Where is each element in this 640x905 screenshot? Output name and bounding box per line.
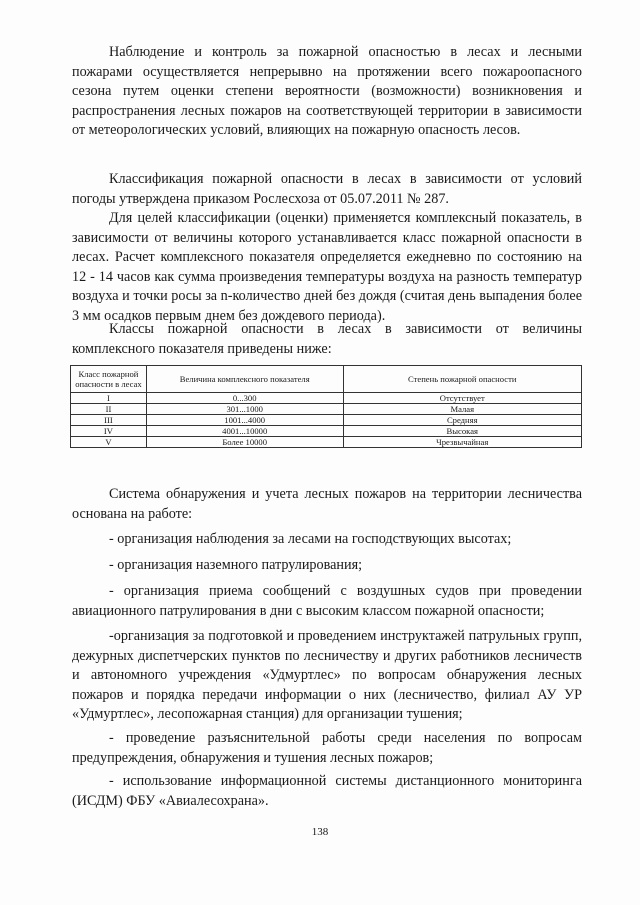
paragraph-table-intro: Классы пожарной опасности в лесах в зависимости от величины комплексного показателя приведены ниже:: [72, 321, 582, 357]
cell-class: II: [71, 404, 147, 415]
list-item: - организация наблюдения за лесами на господствующих высотах;: [109, 531, 512, 547]
cell-class: IV: [71, 426, 147, 437]
page-number: 138: [311, 826, 329, 838]
cell-value: 0...300: [146, 393, 343, 404]
list-item: - организация наземного патрулирования;: [109, 557, 363, 573]
cell-class: I: [71, 393, 147, 404]
cell-value: 1001...4000: [146, 415, 343, 426]
table-row: [71, 437, 582, 448]
cell-value: Более 10000: [146, 437, 343, 448]
table-row: [71, 404, 582, 415]
cell-value: 4001...10000: [146, 426, 343, 437]
paragraph-classification: Классификация пожарной опасности в лесах в зависимости от условий погоды утверждена приказом Рослесхоза от 05.07.2011 № 287.: [72, 171, 582, 207]
header-complex-value: Величина комплексного показателя: [146, 366, 343, 393]
cell-degree: Малая: [343, 404, 582, 415]
paragraph-complex-index: Для целей классификации (оценки) применяется комплексный показатель, в зависимости от величины которого устанавливается класс пожарной опасности в лесах. Расчет комплексного показателя определяется ежедневно по состоянию на 12 - 14 часов как сумма произведения температуры воздуха на разность температур воздуха и точки росы за n-количество дней без дождя (считая день выпадения более 3 мм осадков первым днем без дождевого периода).: [72, 210, 582, 324]
paragraph-system-intro: Система обнаружения и учета лесных пожаров на территории лесничества основана на работе:: [72, 486, 582, 522]
table-row: [71, 393, 582, 404]
cell-class: III: [71, 415, 147, 426]
fire-danger-table: [70, 365, 582, 448]
cell-class: V: [71, 437, 147, 448]
table-header-row: [71, 366, 582, 393]
cell-degree: Высокая: [343, 426, 582, 437]
cell-degree: Чрезвычайная: [343, 437, 582, 448]
table-row: [71, 426, 582, 437]
cell-degree: Средняя: [343, 415, 582, 426]
header-danger-degree: Степень пожарной опасности: [343, 366, 582, 393]
paragraph-monitoring: Наблюдение и контроль за пожарной опасностью в лесах и лесными пожарами осуществляется непрерывно на протяжении всего пожароопасного сезона путем оценки степени вероятности (возможности) возникновения и распространения лесных пожаров на соответствующей территории в зависимости от метеорологических условий, влияющих на пожарную опасность лесов.: [72, 44, 582, 138]
header-class: Класс пожарной опасности в лесах: [71, 366, 147, 393]
list-item: - организация приема сообщений с воздушных судов при проведении авиационного патрулирования в дни с высоким классом пожарной опасности;: [72, 583, 582, 619]
cell-degree: Отсутствует: [343, 393, 582, 404]
list-item: -организация за подготовкой и проведением инструктажей патрульных групп, дежурных диспетчерских пунктов по лесничеству и других работников лесничеств и автономного учреждения «Удмуртлес» по вопросам обнаружения лесных пожаров и порядка передачи информации о них (лесничество, филиал АУ УР «Удмуртлес», лесопожарная станция) для организации тушения;: [72, 628, 582, 722]
cell-value: 301...1000: [146, 404, 343, 415]
table-row: [71, 415, 582, 426]
list-item: - проведение разъяснительной работы среди населения по вопросам предупреждения, обнаружения и тушения лесных пожаров;: [72, 730, 582, 766]
list-item: - использование информационной системы дистанционного мониторинга (ИСДМ) ФБУ «Авиалесохрана».: [72, 773, 582, 809]
